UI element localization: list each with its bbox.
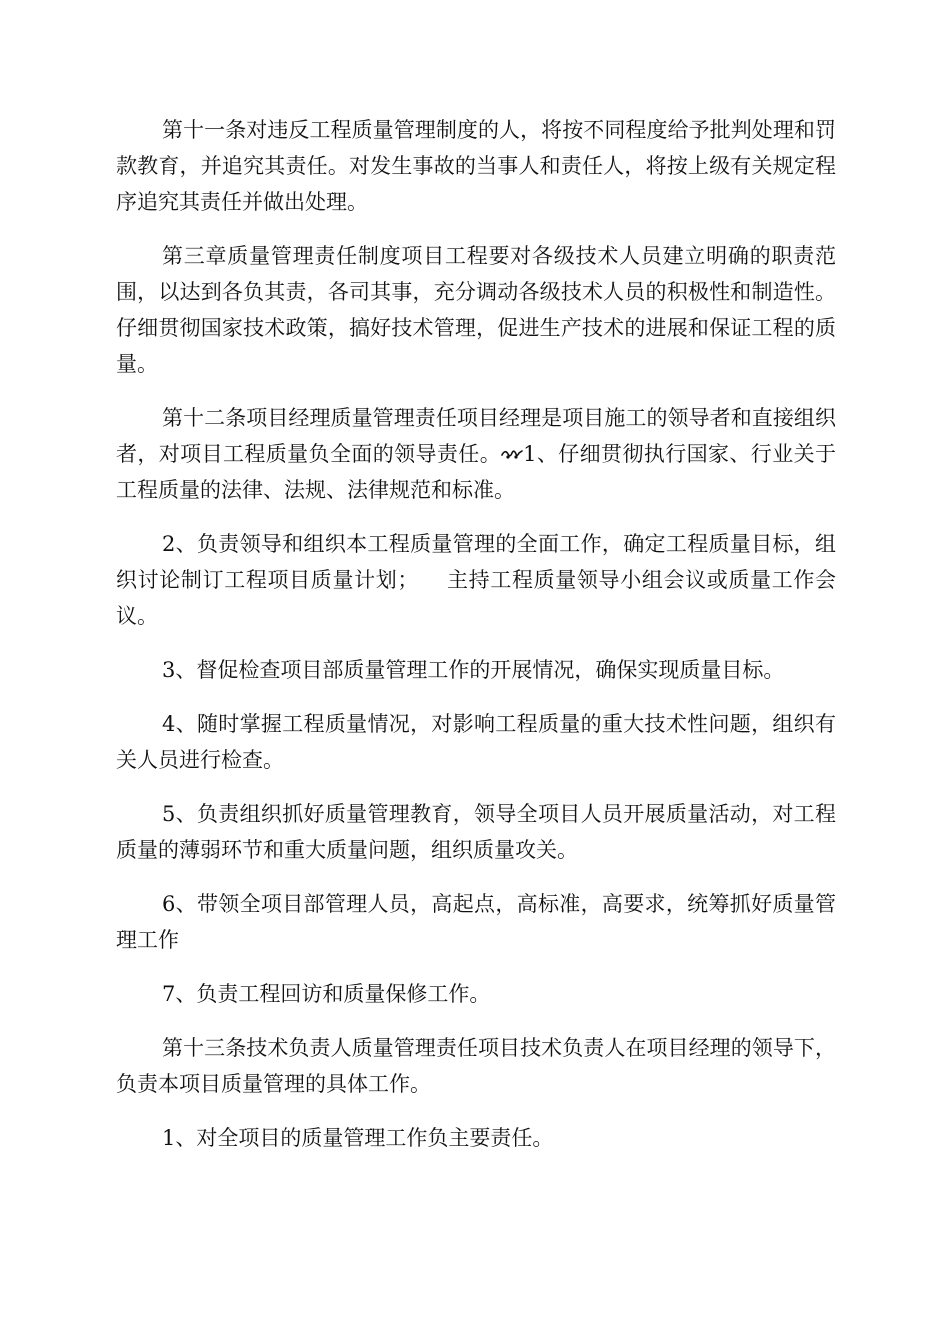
document-page [116, 112, 836, 1174]
paragraph-item-3: 3、督促检查项目部质量管理工作的开展情况，确保实现质量目标。 [162, 658, 785, 682]
paragraph-chapter-3: 第三章质量管理责任制度项目工程要对各级技术人员建立明确的职责范围，以达到各负其责，各司其事，充分调动各级技术人员的积极性和制造性。仔细贯彻国家技术政策，搞好技术管理，促进生产技术的进展和保证工程的质量。 [116, 244, 836, 376]
paragraph-item-4: 4、随时掌握工程质量情况，对影响工程质量的重大技术性问题，组织有关人员进行检查。 [116, 712, 836, 772]
paragraph-article-13-item-1: 1、对全项目的质量管理工作负主要责任。 [162, 1126, 554, 1150]
paragraph-article-12-intro: 第十二条项目经理质量管理责任项目经理是项目施工的领导者和直接组织者，对项目工程质量负全面的领导责任。 [116, 406, 836, 466]
paragraph-item-7: 7、负责工程回访和质量保修工作。 [162, 982, 491, 1006]
paragraph-item-5: 5、负责组织抓好质量管理教育，领导全项目人员开展质量活动，对工程质量的薄弱环节和重大质量问题，组织质量攻关。 [116, 802, 836, 862]
paragraph-article-12 [116, 400, 836, 508]
paragraph-article-12-item-1: 1、仔细贯彻执行国家、行业关于工程质量的法律、法规、法律规范和标准。 [116, 442, 836, 502]
paragraph-item-2 [116, 526, 836, 634]
paragraph-item-6: 6、带领全项目部管理人员，高起点，高标准，高要求，统筹抓好质量管理工作 [116, 892, 836, 952]
paragraph-article-11: 第十一条对违反工程质量管理制度的人，将按不同程度给予批判处理和罚款教育，并追究其责任。对发生事故的当事人和责任人，将按上级有关规定程序追究其责任并做出处理。 [116, 118, 836, 214]
paragraph-item-2-part-2: 主持工程质量领导小组会议或质量工作会议。 [116, 568, 837, 628]
paragraph-article-13: 第十三条技术负责人质量管理责任项目技术负责人在项目经理的领导下，负责本项目质量管理的具体工作。 [116, 1036, 836, 1096]
paragraph-item-2-part-1: 2、负责领导和组织本工程质量管理的全面工作，确定工程质量目标，组织讨论制订工程项目质量计划； [116, 532, 836, 592]
scribble-glyph-icon [501, 447, 523, 461]
